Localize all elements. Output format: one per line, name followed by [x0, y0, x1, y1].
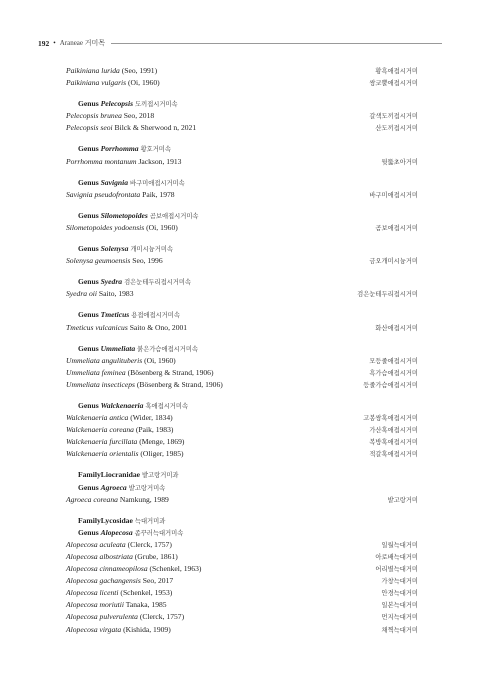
species-name: Alopecosa albostriata — [66, 552, 133, 561]
taxon-group — [66, 516, 418, 637]
genus-label: Genus — [78, 244, 101, 254]
species-korean-name: 일본늑대거미 — [381, 602, 418, 610]
header-separator: • — [53, 39, 56, 47]
species-name: Alopecosa pulverulenta — [66, 612, 138, 622]
species-row — [66, 600, 418, 612]
species-korean-name: 등줄가슴애접시거미 — [363, 381, 418, 389]
species-entry — [66, 66, 157, 75]
taxon-group — [66, 277, 418, 301]
species-korean-name: 어리별늑대거미 — [375, 566, 418, 574]
species-name: Alopecosa gachangensis — [66, 576, 141, 586]
species-author: Seo, 2018 — [123, 111, 155, 121]
species-row — [66, 576, 418, 588]
genus-heading — [66, 178, 418, 190]
species-name: Walckenaeria coreana — [66, 425, 134, 435]
species-name: Walckenaeria orientalis — [66, 449, 139, 459]
genus-heading — [66, 244, 418, 256]
species-korean-name: 황흑애접시거미 — [375, 68, 418, 75]
family-name: Lycosidae — [100, 515, 133, 525]
species-korean-name: 화산애접시거미 — [375, 324, 418, 332]
genus-korean-name: 검은눈테두리접시거미속 — [124, 279, 192, 287]
species-korean-name: 밭고랑거미 — [387, 496, 418, 504]
species-row — [66, 449, 418, 461]
family-korean-name: 밭고랑거미과 — [142, 472, 179, 480]
species-korean-name: 아로배늑대거미 — [375, 554, 418, 561]
genus-name: Solenysa — [100, 244, 129, 254]
species-entry — [66, 111, 154, 120]
running-header — [38, 36, 442, 50]
genus-name: Porrhomma — [100, 144, 139, 154]
species-author: (Bösenberg & Strand, 1906) — [127, 367, 214, 377]
species-name: Porrhomma montanum — [66, 156, 137, 166]
taxon-group — [66, 244, 418, 268]
species-korean-name: 금오개미시늉거미 — [369, 258, 418, 266]
species-entry — [66, 540, 172, 549]
species-entry — [66, 413, 173, 422]
species-korean-name: 가창늑대거미 — [381, 578, 418, 586]
page-number: 192 — [38, 38, 50, 48]
genus-heading — [66, 144, 418, 156]
species-author: (Wider, 1834) — [130, 413, 173, 423]
species-row — [66, 495, 418, 507]
genus-korean-name: 곰보애접시거미속 — [149, 212, 199, 220]
species-entry — [66, 223, 178, 232]
genus-label: Genus — [78, 277, 101, 287]
species-row — [66, 413, 418, 425]
species-author: (Oi, 1960) — [144, 355, 176, 365]
taxon-group — [66, 99, 418, 135]
species-author: (Clerck, 1757) — [139, 612, 185, 622]
genus-name: Alopecosa — [100, 527, 133, 537]
species-korean-name: 뒷뚫초아거미 — [381, 158, 418, 166]
species-row — [66, 123, 418, 135]
species-korean-name: 모등줄애접시거미 — [369, 357, 418, 365]
genus-label: Genus — [78, 177, 101, 187]
family-name: Liocranidae — [100, 470, 141, 480]
species-row — [66, 111, 418, 123]
family-heading — [66, 516, 418, 528]
species-name: Alopecosa licenti — [66, 588, 119, 598]
species-korean-name: 검은눈테두리접시거미 — [357, 291, 418, 299]
genus-name: Agroeca — [100, 482, 127, 492]
species-name: Alopecosa cinnameopilosa — [66, 564, 148, 574]
species-korean-name: 안경늑대거미 — [381, 590, 418, 598]
taxon-group — [66, 401, 418, 461]
species-row — [66, 368, 418, 380]
species-korean-name: 복방혹애접시거미 — [369, 439, 418, 447]
species-entry — [66, 612, 184, 621]
species-author: Namkung, 1989 — [119, 494, 169, 504]
species-korean-name: 산도끼접시거미 — [375, 125, 418, 133]
genus-label: Genus — [78, 144, 101, 154]
species-name: Agroeca coreana — [66, 494, 118, 504]
species-entry — [66, 356, 176, 365]
genus-name: Silometopoides — [100, 210, 148, 220]
species-author: (Grube, 1861) — [134, 552, 178, 561]
species-row — [66, 289, 418, 301]
genus-name: Savignia — [100, 177, 129, 187]
species-name: Solenysa geumoensis — [66, 256, 131, 266]
species-author: Bilck & Sherwood n, 2021 — [114, 123, 197, 133]
species-row — [66, 425, 418, 437]
species-author: Paik, 1978 — [142, 189, 175, 199]
species-author: (Kishida, 1909) — [123, 624, 171, 634]
species-korean-name: 갈색도끼접시거미 — [369, 113, 418, 121]
species-author: Saito, 1983 — [98, 289, 134, 299]
species-entry — [66, 449, 184, 458]
species-entry — [66, 123, 196, 132]
species-author: (Clerck, 1757) — [127, 539, 172, 549]
species-author: (Oi, 1960) — [128, 78, 160, 88]
species-korean-name: 쌍코뿔애접시거미 — [369, 80, 418, 88]
species-entry — [66, 256, 163, 265]
species-korean-name: 고봉쌍혹애접시거미 — [363, 415, 418, 423]
species-author: Saito & Ono, 2001 — [129, 322, 188, 332]
genus-label: Genus — [78, 310, 101, 320]
species-row — [66, 625, 418, 637]
species-entry — [66, 437, 184, 446]
species-entry — [66, 380, 223, 389]
family-label: Family — [78, 470, 101, 480]
species-author: Seo, 2017 — [142, 576, 174, 586]
species-name: Pelecopsis seoi — [66, 123, 113, 133]
taxon-group — [66, 211, 418, 235]
species-author: (Schenkel, 1963) — [149, 564, 202, 574]
species-row — [66, 540, 418, 552]
genus-label: Genus — [78, 99, 101, 109]
species-row — [66, 612, 418, 624]
genus-heading — [66, 483, 418, 495]
genus-korean-name: 밭고랑거미속 — [128, 484, 166, 492]
species-name: Ummeliata insecticeps — [66, 379, 135, 389]
species-name: Savignia pseudofrontata — [66, 189, 141, 199]
genus-name: Walckenaeria — [100, 400, 144, 410]
genus-heading — [66, 528, 418, 540]
species-author: Seo, 1996 — [132, 256, 163, 266]
species-name: Silometopoides yodoensis — [66, 222, 145, 232]
species-korean-name: 먼지늑대거미 — [381, 614, 418, 622]
taxon-group — [66, 66, 418, 90]
species-name: Ummeliata feminea — [66, 367, 126, 377]
genus-korean-name: 혹애접시거미속 — [145, 402, 189, 410]
species-entry — [66, 368, 214, 377]
species-row — [66, 323, 418, 335]
genus-korean-name: 개미시늉거미속 — [130, 246, 174, 254]
species-author: (Oi, 1960) — [146, 222, 178, 232]
species-name: Alopecosa moriutii — [66, 600, 125, 610]
species-author: (Bösenberg & Strand, 1906) — [136, 379, 223, 389]
species-author: (Seo, 1991) — [121, 66, 158, 75]
family-label: Family — [78, 515, 101, 525]
taxon-group — [66, 178, 418, 202]
genus-korean-name: 붉은가슴애접시거미속 — [137, 345, 198, 353]
species-name: Alopecosa aculeata — [66, 539, 126, 549]
species-row — [66, 223, 418, 235]
species-entry — [66, 495, 169, 504]
species-author: Jackson, 1913 — [138, 156, 182, 166]
species-name: Paikiniana lurida — [66, 66, 120, 75]
species-entry — [66, 576, 173, 585]
species-korean-name: 흑가슴애접시거미 — [369, 369, 418, 377]
genus-name: Syedra — [100, 277, 123, 287]
species-entry — [66, 552, 178, 561]
species-row — [66, 190, 418, 202]
species-row — [66, 356, 418, 368]
genus-heading — [66, 401, 418, 413]
species-row — [66, 157, 418, 169]
genus-heading — [66, 277, 418, 289]
taxon-group — [66, 470, 418, 506]
species-author: (Menge, 1869) — [139, 437, 185, 447]
species-entry — [66, 190, 175, 199]
species-name: Syedra oii — [66, 289, 98, 299]
species-korean-name: 일월늑대거미 — [381, 541, 418, 549]
species-name: Alopecosa virgata — [66, 624, 122, 634]
species-row — [66, 588, 418, 600]
genus-heading — [66, 310, 418, 322]
genus-korean-name: 바구미애접시거미속 — [130, 179, 185, 187]
genus-heading — [66, 211, 418, 223]
species-row — [66, 66, 418, 78]
genus-korean-name: 도끼접시거미속 — [135, 101, 178, 109]
species-korean-name: 바구미애접시거미 — [369, 191, 418, 199]
species-entry — [66, 600, 167, 609]
genus-label: Genus — [78, 400, 101, 410]
genus-name: Pelecopsis — [100, 99, 134, 109]
genus-label: Genus — [78, 482, 101, 492]
species-row — [66, 564, 418, 576]
genus-korean-name: 용접애접시거미속 — [131, 312, 180, 320]
species-entry — [66, 425, 173, 434]
species-korean-name: 곰보애접시거미 — [375, 224, 418, 232]
genus-name: Tmeticus — [100, 310, 130, 320]
family-korean-name: 늑대거미과 — [134, 517, 166, 525]
genus-korean-name: 황호거미속 — [140, 146, 171, 154]
species-korean-name: 채찍늑대거미 — [381, 626, 418, 634]
genus-korean-name: 좀꾸러늑대거미속 — [134, 529, 184, 537]
species-entry — [66, 78, 160, 87]
species-entry — [66, 625, 171, 634]
taxon-group — [66, 144, 418, 168]
species-list — [66, 66, 418, 637]
species-row — [66, 437, 418, 449]
species-entry — [66, 323, 187, 332]
species-name: Tmeticus vulcanicus — [66, 322, 128, 332]
species-author: (Paik, 1983) — [135, 425, 174, 435]
genus-label: Genus — [78, 343, 101, 353]
species-author: Tanaka, 1985 — [125, 600, 167, 610]
species-author: (Oliger, 1985) — [140, 449, 184, 459]
species-entry — [66, 564, 201, 573]
species-name: Walckenaeria furcillata — [66, 437, 138, 447]
section-title: Araneae 거미목 — [59, 39, 106, 47]
genus-label: Genus — [78, 527, 101, 537]
species-name: Ummeliata angulituberis — [66, 355, 143, 365]
taxon-group — [66, 310, 418, 334]
species-name: Walckenaeria antica — [66, 413, 129, 423]
species-korean-name: 가산혹애접시거미 — [369, 427, 418, 435]
species-entry — [66, 588, 172, 597]
species-name: Paikiniana vulgaris — [66, 78, 127, 88]
species-row — [66, 380, 418, 392]
genus-name: Ummeliata — [100, 343, 136, 353]
genus-label: Genus — [78, 210, 101, 220]
species-row — [66, 78, 418, 90]
taxon-group — [66, 344, 418, 392]
species-author: (Schenkel, 1953) — [120, 588, 173, 598]
family-heading — [66, 470, 418, 482]
species-korean-name: 적갈혹애접시거미 — [369, 451, 418, 459]
species-entry — [66, 157, 181, 166]
genus-heading — [66, 99, 418, 111]
species-name: Pelecopsis brunea — [66, 111, 122, 121]
header-rule — [111, 43, 442, 44]
species-entry — [66, 289, 134, 298]
genus-heading — [66, 344, 418, 356]
species-row — [66, 552, 418, 564]
species-row — [66, 256, 418, 268]
